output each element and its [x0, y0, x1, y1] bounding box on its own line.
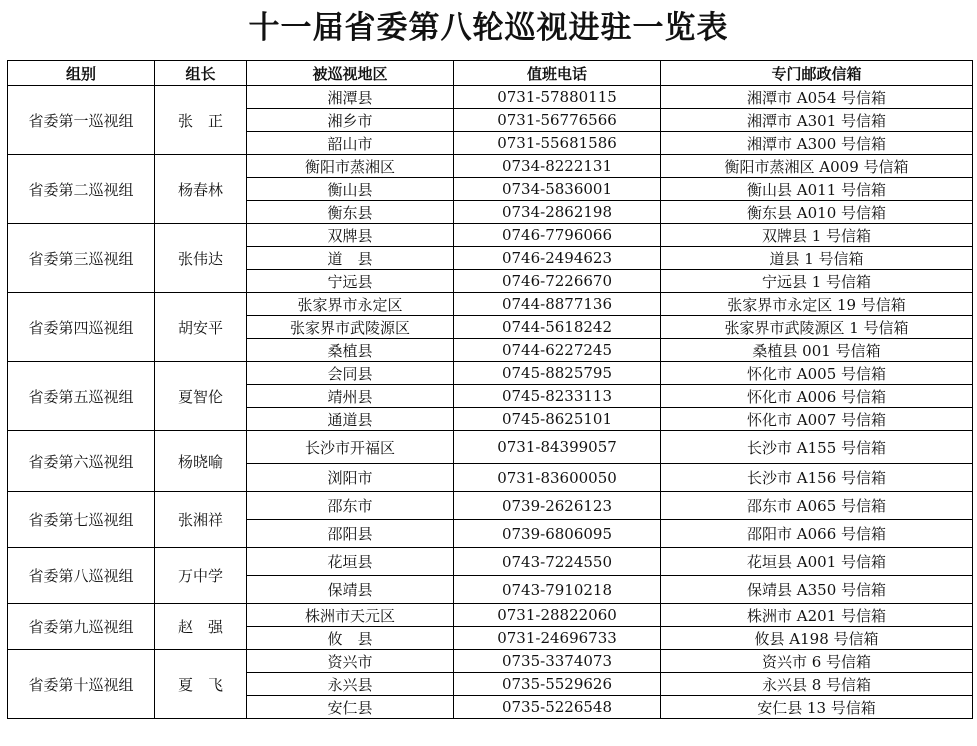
region-cell: 攸 县 [247, 627, 454, 650]
mailbox-cell: 保靖县 A350 号信箱 [661, 576, 973, 604]
table-row [8, 650, 973, 673]
region-cell: 保靖县 [247, 576, 454, 604]
mailbox-cell: 衡山县 A011 号信箱 [661, 178, 973, 201]
phone-cell: 0735-5226548 [454, 696, 661, 719]
region-cell: 会同县 [247, 362, 454, 385]
mailbox-cell: 邵阳市 A066 号信箱 [661, 520, 973, 548]
phone-cell: 0746-7226670 [454, 270, 661, 293]
region-cell: 靖州县 [247, 385, 454, 408]
group-leader-cell: 赵 强 [155, 604, 247, 650]
mailbox-cell: 衡东县 A010 号信箱 [661, 201, 973, 224]
mailbox-cell: 长沙市 A155 号信箱 [661, 431, 973, 464]
phone-cell: 0731-57880115 [454, 86, 661, 109]
phone-cell: 0731-55681586 [454, 132, 661, 155]
group-leader-cell: 张伟达 [155, 224, 247, 293]
inspection-table [7, 60, 973, 719]
phone-cell: 0731-84399057 [454, 431, 661, 464]
group-name-cell: 省委第二巡视组 [8, 155, 155, 224]
group-name-cell: 省委第一巡视组 [8, 86, 155, 155]
table-row [8, 155, 973, 178]
mailbox-cell: 怀化市 A007 号信箱 [661, 408, 973, 431]
region-cell: 宁远县 [247, 270, 454, 293]
mailbox-cell: 攸县 A198 号信箱 [661, 627, 973, 650]
mailbox-cell: 张家界市永定区 19 号信箱 [661, 293, 973, 316]
phone-cell: 0731-28822060 [454, 604, 661, 627]
phone-cell: 0734-8222131 [454, 155, 661, 178]
region-cell: 浏阳市 [247, 464, 454, 492]
region-cell: 湘潭县 [247, 86, 454, 109]
region-cell: 道 县 [247, 247, 454, 270]
mailbox-cell: 花垣县 A001 号信箱 [661, 548, 973, 576]
phone-cell: 0745-8825795 [454, 362, 661, 385]
group-leader-cell: 杨春林 [155, 155, 247, 224]
mailbox-cell: 安仁县 13 号信箱 [661, 696, 973, 719]
region-cell: 桑植县 [247, 339, 454, 362]
phone-cell: 0735-3374073 [454, 650, 661, 673]
phone-cell: 0734-5836001 [454, 178, 661, 201]
phone-cell: 0739-6806095 [454, 520, 661, 548]
phone-cell: 0735-5529626 [454, 673, 661, 696]
group-leader-cell: 万中学 [155, 548, 247, 604]
mailbox-cell: 双牌县 1 号信箱 [661, 224, 973, 247]
phone-cell: 0745-8233113 [454, 385, 661, 408]
header-leader: 组长 [155, 61, 247, 86]
group-leader-cell: 杨晓喻 [155, 431, 247, 492]
mailbox-cell: 永兴县 8 号信箱 [661, 673, 973, 696]
region-cell: 永兴县 [247, 673, 454, 696]
phone-cell: 0734-2862198 [454, 201, 661, 224]
mailbox-cell: 宁远县 1 号信箱 [661, 270, 973, 293]
table-row [8, 293, 973, 316]
phone-cell: 0731-83600050 [454, 464, 661, 492]
mailbox-cell: 长沙市 A156 号信箱 [661, 464, 973, 492]
table-row [8, 548, 973, 576]
table-row [8, 492, 973, 520]
region-cell: 长沙市开福区 [247, 431, 454, 464]
mailbox-cell: 桑植县 001 号信箱 [661, 339, 973, 362]
region-cell: 安仁县 [247, 696, 454, 719]
header-row [8, 61, 973, 86]
phone-cell: 0746-2494623 [454, 247, 661, 270]
table-body [8, 86, 973, 719]
phone-cell: 0743-7224550 [454, 548, 661, 576]
group-name-cell: 省委第十巡视组 [8, 650, 155, 719]
table-row [8, 224, 973, 247]
phone-cell: 0731-24696733 [454, 627, 661, 650]
header-mailbox: 专门邮政信箱 [661, 61, 973, 86]
group-name-cell: 省委第九巡视组 [8, 604, 155, 650]
region-cell: 衡东县 [247, 201, 454, 224]
region-cell: 邵东市 [247, 492, 454, 520]
mailbox-cell: 湘潭市 A301 号信箱 [661, 109, 973, 132]
page-title: 十一届省委第八轮巡视进驻一览表 [248, 10, 729, 46]
mailbox-cell: 湘潭市 A300 号信箱 [661, 132, 973, 155]
phone-cell: 0739-2626123 [454, 492, 661, 520]
region-cell: 衡阳市蒸湘区 [247, 155, 454, 178]
mailbox-cell: 怀化市 A005 号信箱 [661, 362, 973, 385]
table-row [8, 604, 973, 627]
mailbox-cell: 张家界市武陵源区 1 号信箱 [661, 316, 973, 339]
region-cell: 双牌县 [247, 224, 454, 247]
region-cell: 资兴市 [247, 650, 454, 673]
region-cell: 通道县 [247, 408, 454, 431]
header-region: 被巡视地区 [247, 61, 454, 86]
header-group: 组别 [8, 61, 155, 86]
phone-cell: 0745-8625101 [454, 408, 661, 431]
group-leader-cell: 夏智伦 [155, 362, 247, 431]
table-row [8, 431, 973, 464]
region-cell: 韶山市 [247, 132, 454, 155]
phone-cell: 0744-5618242 [454, 316, 661, 339]
group-name-cell: 省委第四巡视组 [8, 293, 155, 362]
group-name-cell: 省委第六巡视组 [8, 431, 155, 492]
header-phone: 值班电话 [454, 61, 661, 86]
mailbox-cell: 怀化市 A006 号信箱 [661, 385, 973, 408]
region-cell: 邵阳县 [247, 520, 454, 548]
mailbox-cell: 邵东市 A065 号信箱 [661, 492, 973, 520]
table-row [8, 86, 973, 109]
mailbox-cell: 株洲市 A201 号信箱 [661, 604, 973, 627]
region-cell: 株洲市天元区 [247, 604, 454, 627]
region-cell: 花垣县 [247, 548, 454, 576]
region-cell: 衡山县 [247, 178, 454, 201]
mailbox-cell: 资兴市 6 号信箱 [661, 650, 973, 673]
phone-cell: 0743-7910218 [454, 576, 661, 604]
group-name-cell: 省委第八巡视组 [8, 548, 155, 604]
phone-cell: 0744-6227245 [454, 339, 661, 362]
mailbox-cell: 道县 1 号信箱 [661, 247, 973, 270]
group-name-cell: 省委第七巡视组 [8, 492, 155, 548]
region-cell: 湘乡市 [247, 109, 454, 132]
group-name-cell: 省委第五巡视组 [8, 362, 155, 431]
phone-cell: 0746-7796066 [454, 224, 661, 247]
region-cell: 张家界市永定区 [247, 293, 454, 316]
group-leader-cell: 胡安平 [155, 293, 247, 362]
group-name-cell: 省委第三巡视组 [8, 224, 155, 293]
phone-cell: 0744-8877136 [454, 293, 661, 316]
phone-cell: 0731-56776566 [454, 109, 661, 132]
table-row [8, 362, 973, 385]
mailbox-cell: 衡阳市蒸湘区 A009 号信箱 [661, 155, 973, 178]
mailbox-cell: 湘潭市 A054 号信箱 [661, 86, 973, 109]
group-leader-cell: 张湘祥 [155, 492, 247, 548]
region-cell: 张家界市武陵源区 [247, 316, 454, 339]
group-leader-cell: 夏 飞 [155, 650, 247, 719]
group-leader-cell: 张 正 [155, 86, 247, 155]
